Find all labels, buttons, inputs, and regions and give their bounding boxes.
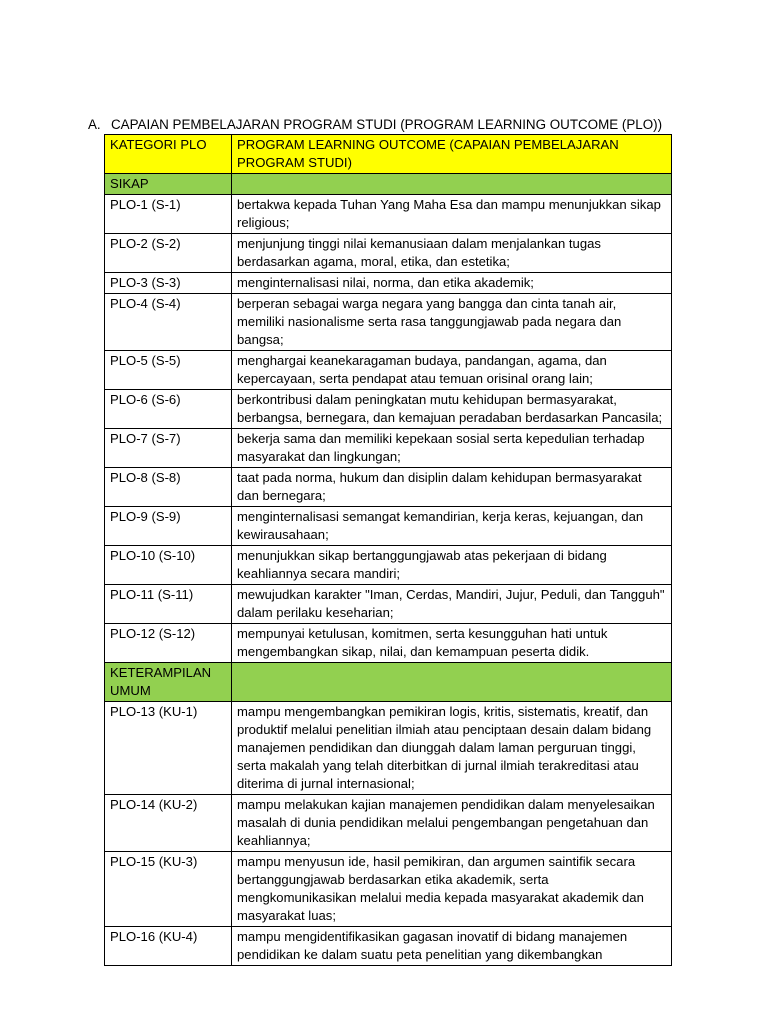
table-row: [105, 468, 672, 507]
plo-text: menginternalisasi nilai, norma, dan etika akademik;: [232, 273, 672, 294]
table-row: [105, 795, 672, 852]
plo-text: menginternalisasi semangat kemandirian, kerja keras, kejuangan, dan kewirausahaan;: [232, 507, 672, 546]
section-empty-cell: [232, 663, 672, 702]
plo-text: bekerja sama dan memiliki kepekaan sosial serta kepedulian terhadap masyarakat dan lingkungan;: [232, 429, 672, 468]
plo-code: PLO-8 (S-8): [105, 468, 232, 507]
table-row: [105, 390, 672, 429]
plo-code: PLO-6 (S-6): [105, 390, 232, 429]
plo-code: PLO-10 (S-10): [105, 546, 232, 585]
section-title-cell: SIKAP: [105, 174, 232, 195]
plo-code: PLO-2 (S-2): [105, 234, 232, 273]
section-row-keterampilan-umum: [105, 663, 672, 702]
plo-text: menunjukkan sikap bertanggungjawab atas pekerjaan di bidang keahliannya secara mandiri;: [232, 546, 672, 585]
plo-text: taat pada norma, hukum dan disiplin dalam kehidupan bermasyarakat dan bernegara;: [232, 468, 672, 507]
plo-text: mempunyai ketulusan, komitmen, serta kesungguhan hati untuk mengembangkan sikap, nilai, dan kemampuan peserta didik.: [232, 624, 672, 663]
plo-code: PLO-5 (S-5): [105, 351, 232, 390]
plo-text: mewujudkan karakter "Iman, Cerdas, Mandiri, Jujur, Peduli, dan Tangguh" dalam perilaku keseharian;: [232, 585, 672, 624]
plo-text: berkontribusi dalam peningkatan mutu kehidupan bermasyarakat, berbangsa, bernegara, dan kemajuan peradaban berdasarkan Pancasila;: [232, 390, 672, 429]
table-row: [105, 624, 672, 663]
plo-code: PLO-9 (S-9): [105, 507, 232, 546]
plo-code: PLO-3 (S-3): [105, 273, 232, 294]
table-row: [105, 507, 672, 546]
plo-text: menghargai keanekaragaman budaya, pandangan, agama, dan kepercayaan, serta pendapat atau temuan orisinal orang lain;: [232, 351, 672, 390]
header-outcome: PROGRAM LEARNING OUTCOME (CAPAIAN PEMBELAJARAN PROGRAM STUDI): [232, 135, 672, 174]
table-row: [105, 234, 672, 273]
table-row: [105, 585, 672, 624]
table-row: [105, 927, 672, 966]
plo-text: berperan sebagai warga negara yang bangga dan cinta tanah air, memiliki nasionalisme serta rasa tanggungjawab pada negara dan bangsa;: [232, 294, 672, 351]
table-row: [105, 273, 672, 294]
table-row: [105, 429, 672, 468]
plo-code: PLO-16 (KU-4): [105, 927, 232, 966]
header-category: KATEGORI PLO: [105, 135, 232, 174]
table-row: [105, 546, 672, 585]
plo-code: PLO-15 (KU-3): [105, 852, 232, 927]
table-row: [105, 294, 672, 351]
plo-code: PLO-1 (S-1): [105, 195, 232, 234]
plo-text: mampu mengembangkan pemikiran logis, kritis, sistematis, kreatif, dan produktif melalui penelitian ilmiah atau penciptaan desain dalam bidang manajemen pendidikan dan diunggah dalam laman perguruan tinggi, serta makalah yang telah diterbitkan di jurnal ilmiah terakreditasi atau diterima di jurnal internasional;: [232, 702, 672, 795]
section-row-sikap: [105, 174, 672, 195]
plo-table: [104, 134, 672, 966]
plo-text: mampu melakukan kajian manajemen pendidikan dalam menyelesaikan masalah di dunia pendidikan melalui pengembangan pengetahuan dan keahliannya;: [232, 795, 672, 852]
plo-text: mampu menyusun ide, hasil pemikiran, dan argumen saintifik secara bertanggungjawab berdasarkan etika akademik, serta mengkomunikasikan melalui media kepada masyarakat akademik dan masyarakat luas;: [232, 852, 672, 927]
plo-code: PLO-14 (KU-2): [105, 795, 232, 852]
table-row: [105, 195, 672, 234]
plo-code: PLO-4 (S-4): [105, 294, 232, 351]
plo-code: PLO-7 (S-7): [105, 429, 232, 468]
plo-text: menjunjung tinggi nilai kemanusiaan dalam menjalankan tugas berdasarkan agama, moral, etika, dan estetika;: [232, 234, 672, 273]
table-row: [105, 702, 672, 795]
plo-code: PLO-12 (S-12): [105, 624, 232, 663]
section-letter: A.: [88, 117, 101, 132]
table-header-row: [105, 135, 672, 174]
table-row: [105, 852, 672, 927]
section-empty-cell: [232, 174, 672, 195]
section-title: CAPAIAN PEMBELAJARAN PROGRAM STUDI (PROGRAM LEARNING OUTCOME (PLO)): [111, 117, 663, 132]
plo-text: mampu mengidentifikasikan gagasan inovatif di bidang manajemen pendidikan ke dalam suatu peta penelitian yang dikembangkan: [232, 927, 672, 966]
plo-text: bertakwa kepada Tuhan Yang Maha Esa dan mampu menunjukkan sikap religious;: [232, 195, 672, 234]
table-row: [105, 351, 672, 390]
plo-code: PLO-13 (KU-1): [105, 702, 232, 795]
section-title-cell: KETERAMPILAN UMUM: [105, 663, 232, 702]
section-heading: [88, 116, 728, 134]
plo-code: PLO-11 (S-11): [105, 585, 232, 624]
